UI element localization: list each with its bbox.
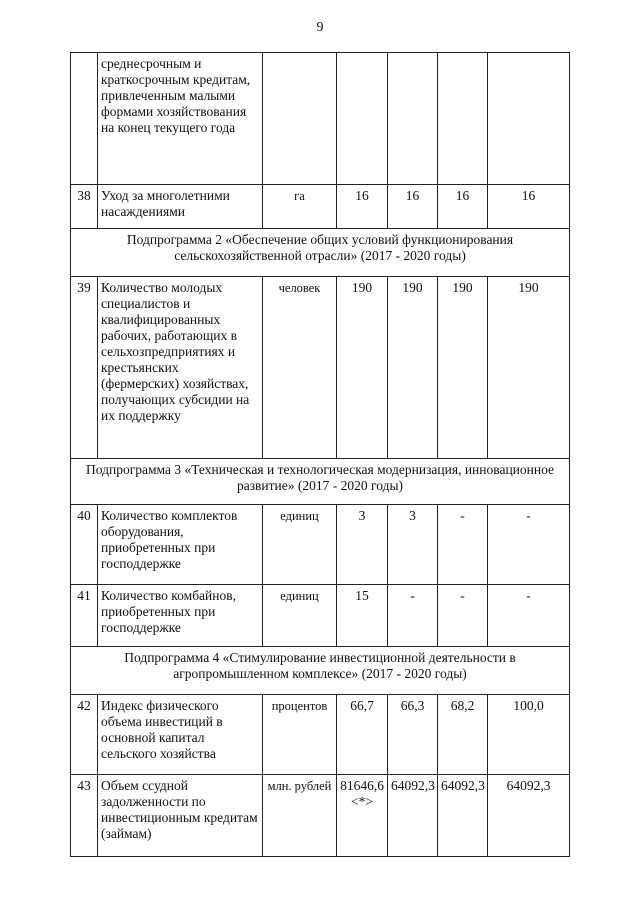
value-cell: 190: [388, 277, 438, 459]
unit-of-measure: [263, 53, 337, 185]
unit-of-measure: человек: [263, 277, 337, 459]
table-row: [71, 277, 570, 459]
indicators-table: [70, 52, 570, 857]
unit-of-measure: млн. рублей: [263, 775, 337, 857]
page-number: 9: [316, 20, 324, 35]
indicator-name: Количество комбайнов, приобретенных при господдержке: [98, 585, 263, 647]
table-row: [71, 505, 570, 585]
value-cell: 16: [388, 185, 438, 229]
value-cell: 190: [337, 277, 388, 459]
value-cell: 190: [488, 277, 570, 459]
row-number: 43: [71, 775, 98, 857]
value-cell: 64092,3: [438, 775, 488, 857]
row-number: 39: [71, 277, 98, 459]
table-row: [71, 775, 570, 857]
value-cell: 64092,3: [388, 775, 438, 857]
subprogram-2-title: Подпрограмма 2 «Обеспечение общих условий функционирования сельскохозяйственной отрасли» (2017 - 2020 годы): [71, 229, 570, 277]
value-cell: [337, 53, 388, 185]
row-number: [71, 53, 98, 185]
value-cell: [488, 53, 570, 185]
table-row: [71, 695, 570, 775]
value-cell: 66,3: [388, 695, 438, 775]
unit-of-measure: единиц: [263, 505, 337, 585]
value-cell: 16: [488, 185, 570, 229]
unit-of-measure: единиц: [263, 585, 337, 647]
table-row: [71, 585, 570, 647]
value-cell: -: [488, 505, 570, 585]
row-number: 42: [71, 695, 98, 775]
indicator-name: Уход за многолетними насаждениями: [98, 185, 263, 229]
value-cell: -: [438, 585, 488, 647]
indicator-name: Объем ссудной задолженности по инвестиционным кредитам (займам): [98, 775, 263, 857]
table-row: [71, 185, 570, 229]
value-cell: -: [488, 585, 570, 647]
unit-of-measure: процентов: [263, 695, 337, 775]
value-cell: 68,2: [438, 695, 488, 775]
row-number: 40: [71, 505, 98, 585]
value-cell: 16: [438, 185, 488, 229]
value-cell: -: [388, 585, 438, 647]
value-cell: 15: [337, 585, 388, 647]
section-header-row: [71, 647, 570, 695]
value-cell: -: [438, 505, 488, 585]
row-number: 41: [71, 585, 98, 647]
indicator-name: Количество молодых специалистов и квалифицированных рабочих, работающих в сельхозпредприятиях и крестьянских (фермерских) хозяйствах, получающих субсидии на их поддержку: [98, 277, 263, 459]
value-cell: 64092,3: [488, 775, 570, 857]
value-cell: [388, 53, 438, 185]
value-cell: 66,7: [337, 695, 388, 775]
value-cell: 16: [337, 185, 388, 229]
row-number: 38: [71, 185, 98, 229]
value-cell: 3: [337, 505, 388, 585]
subprogram-3-title: Подпрограмма 3 «Техническая и технологическая модернизация, инновационное развитие» (2017 - 2020 годы): [71, 459, 570, 505]
indicator-name: Количество комплектов оборудования, приобретенных при господдержке: [98, 505, 263, 585]
table-row: [71, 53, 570, 185]
value-cell: 190: [438, 277, 488, 459]
subprogram-4-title: Подпрограмма 4 «Стимулирование инвестиционной деятельности в агропромышленном комплексе» (2017 - 2020 годы): [71, 647, 570, 695]
value-cell: 3: [388, 505, 438, 585]
unit-of-measure: га: [263, 185, 337, 229]
value-cell: 81646,6 <*>: [337, 775, 388, 857]
section-header-row: [71, 229, 570, 277]
value-cell: 100,0: [488, 695, 570, 775]
section-header-row: [71, 459, 570, 505]
indicator-name: Индекс физического объема инвестиций в основной капитал сельского хозяйства: [98, 695, 263, 775]
indicator-name: среднесрочным и краткосрочным кредитам, привлеченным малыми формами хозяйствования на конец текущего года: [98, 53, 263, 185]
value-cell: [438, 53, 488, 185]
